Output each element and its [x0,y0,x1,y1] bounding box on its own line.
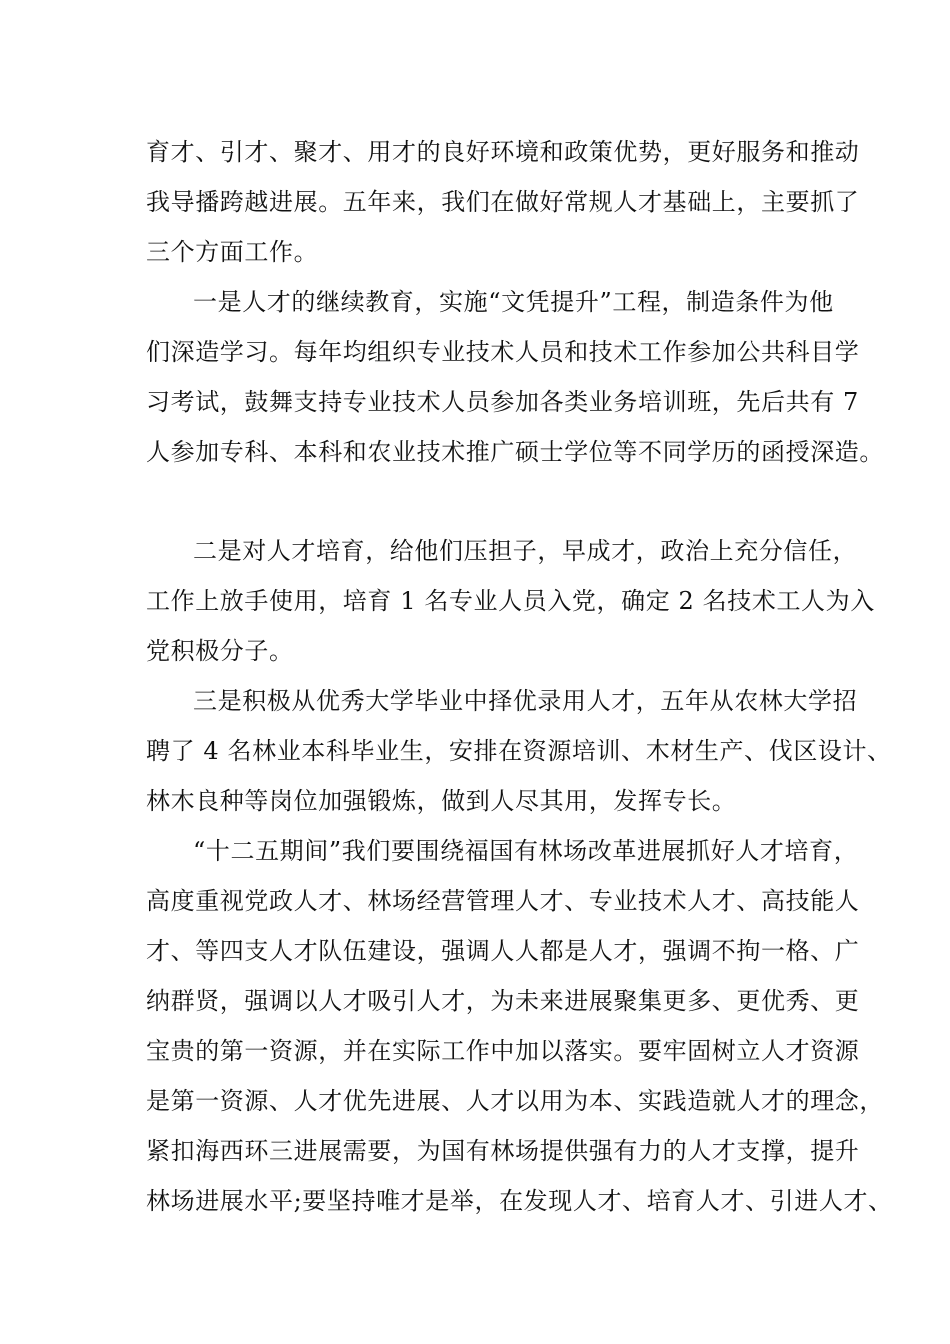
paragraph-3-line-1: 三是积极从优秀大学毕业中择优录用人才，五年从农林大学招 [193,687,858,715]
paragraph-4-line-2: 高度重视党政人才、林场经营管理人才、专业技术人才、高技能人 [146,887,860,915]
text-line-1: 育才、引才、聚才、用才的良好环境和政策优势，更好服务和推动 [146,138,860,166]
paragraph-3-line-3: 林木良种等岗位加强锻炼，做到人尽其用，发挥专长。 [146,787,737,815]
paragraph-4-line-7: 紧扣海西环三进展需要，为国有林场提供强有力的人才支撑，提升 [146,1137,860,1165]
paragraph-4-line-4: 纳群贤，强调以人才吸引人才，为未来进展聚集更多、更优秀、更 [146,987,860,1015]
paragraph-1-line-1: 一是人才的继续教育，实施“文凭提升”工程，制造条件为他 [193,288,834,316]
paragraph-4-line-8: 林场进展水平;要坚持唯才是举，在发现人才、培育人才、引进人才、 [146,1187,893,1215]
text-line-2: 我导播跨越进展。五年来，我们在做好常规人才基础上，主要抓了 [146,188,860,216]
paragraph-2-line-3: 党积极分子。 [146,637,294,665]
paragraph-1-line-3: 习考试，鼓舞支持专业技术人员参加各类业务培训班，先后共有 7 [146,388,859,416]
paragraph-2-line-1: 二是对人才培育，给他们压担子，早成才，政治上充分信任， [193,537,858,565]
paragraph-2-line-2: 工作上放手使用，培育 1 名专业人员入党，确定 2 名技术工人为入 [146,587,875,615]
paragraph-1-line-4: 人参加专科、本科和农业技术推广硕士学位等不同学历的函授深造。 [146,438,884,466]
text-line-3: 三个方面工作。 [146,238,319,266]
paragraph-3-line-2: 聘了 4 名林业本科毕业生，安排在资源培训、木材生产、伐区设计、 [146,737,892,765]
paragraph-4-line-5: 宝贵的第一资源，并在实际工作中加以落实。要牢固树立人才资源 [146,1037,860,1065]
paragraph-4-line-3: 才、等四支人才队伍建设，强调人人都是人才，强调不拘一格、广 [146,937,860,965]
paragraph-4-line-6: 是第一资源、人才优先进展、人才以用为本、实践造就人才的理念， [146,1087,884,1115]
paragraph-1-line-2: 们深造学习。每年均组织专业技术人员和技术工作参加公共科目学 [146,338,860,366]
paragraph-4-line-1: “十二五期间”我们要围绕福国有林场改革进展抓好人才培育， [193,837,859,865]
